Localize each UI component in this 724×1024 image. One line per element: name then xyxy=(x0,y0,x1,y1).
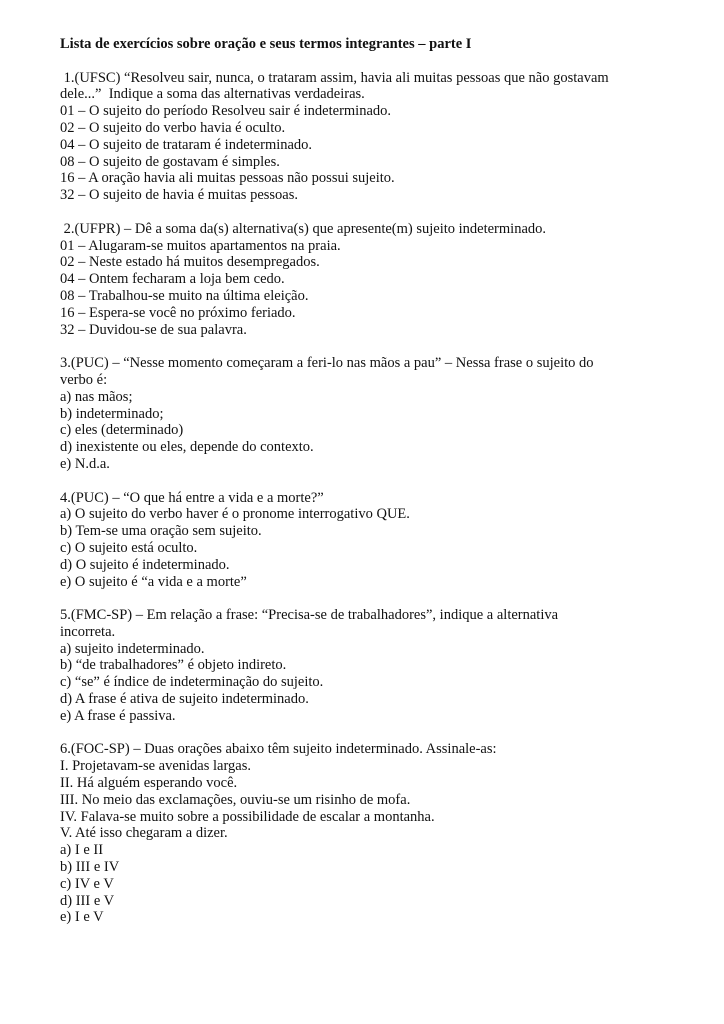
text-line: 01 – Alugaram-se muitos apartamentos na praia. xyxy=(60,237,341,254)
text-line: dele...” Indique a soma das alternativas verdadeiras. xyxy=(60,86,365,103)
text-line: b) “de trabalhadores” é objeto indireto. xyxy=(60,657,287,674)
text-line: incorreta. xyxy=(60,623,116,640)
text-line: IV. Falava-se muito sobre a possibilidade de escalar a montanha. xyxy=(60,808,435,825)
text-line: e) O sujeito é “a vida e a morte” xyxy=(60,573,247,590)
text-line: c) eles (determinado) xyxy=(60,422,184,439)
text-line: 3.(PUC) – “Nesse momento começaram a feri-lo nas mãos a pau” – Nessa frase o sujeito do xyxy=(60,355,594,372)
text-line: a) I e II xyxy=(60,842,104,859)
text-line: 08 – Trabalhou-se muito na última eleição. xyxy=(60,287,309,304)
text-line: c) “se” é índice de indeterminação do sujeito. xyxy=(60,674,324,691)
text-line: c) O sujeito está oculto. xyxy=(60,539,198,556)
question-6 xyxy=(60,741,666,926)
text-line: 04 – Ontem fecharam a loja bem cedo. xyxy=(60,271,285,288)
question-5 xyxy=(60,607,666,725)
text-line: V. Até isso chegaram a dizer. xyxy=(60,825,228,842)
text-line: III. No meio das exclamações, ouviu-se um risinho de mofa. xyxy=(60,791,411,808)
text-line: I. Projetavam-se avenidas largas. xyxy=(60,758,251,775)
text-line: c) IV e V xyxy=(60,875,114,892)
text-line: 4.(PUC) – “O que há entre a vida e a morte?” xyxy=(60,489,324,506)
text-line: 2.(UFPR) – Dê a soma da(s) alternativa(s) que apresente(m) sujeito indeterminado. xyxy=(60,220,547,237)
question-2 xyxy=(60,221,666,339)
text-line: 08 – O sujeito de gostavam é simples. xyxy=(60,153,280,170)
text-line: 01 – O sujeito do período Resolveu sair é indeterminado. xyxy=(60,103,392,120)
text-line: d) A frase é ativa de sujeito indeterminado. xyxy=(60,691,309,708)
document-body xyxy=(60,70,666,927)
text-line: b) Tem-se uma oração sem sujeito. xyxy=(60,523,262,540)
text-line: 1.(UFSC) “Resolveu sair, nunca, o trataram assim, havia ali muitas pessoas que não gostavam xyxy=(60,69,609,86)
text-line: a) sujeito indeterminado. xyxy=(60,640,205,657)
text-line: 02 – Neste estado há muitos desempregados. xyxy=(60,254,320,271)
text-line: d) O sujeito é indeterminado. xyxy=(60,556,230,573)
question-1 xyxy=(60,70,666,204)
text-line: a) nas mãos; xyxy=(60,388,133,405)
text-line: b) indeterminado; xyxy=(60,405,164,422)
text-line: d) inexistente ou eles, depende do contexto. xyxy=(60,439,314,456)
text-line: II. Há alguém esperando você. xyxy=(60,775,238,792)
text-line: 5.(FMC-SP) – Em relação a frase: “Precisa-se de trabalhadores”, indique a alternativa xyxy=(60,607,559,624)
question-4 xyxy=(60,490,666,591)
text-line: 32 – Duvidou-se de sua palavra. xyxy=(60,321,247,338)
text-line: 16 – A oração havia ali muitas pessoas não possui sujeito. xyxy=(60,170,395,187)
text-line: 16 – Espera-se você no próximo feriado. xyxy=(60,304,296,321)
text-line: e) I e V xyxy=(60,909,104,926)
text-line: 32 – O sujeito de havia é muitas pessoas. xyxy=(60,187,298,204)
text-line: d) III e V xyxy=(60,892,115,909)
text-line: e) N.d.a. xyxy=(60,455,110,472)
document-title: Lista de exercícios sobre oração e seus termos integrantes – parte I xyxy=(60,36,472,52)
question-3 xyxy=(60,355,666,473)
text-line: verbo é: xyxy=(60,371,108,388)
text-line: 02 – O sujeito do verbo havia é oculto. xyxy=(60,119,286,136)
text-line: a) O sujeito do verbo haver é o pronome interrogativo QUE. xyxy=(60,506,410,523)
text-line: 04 – O sujeito de trataram é indeterminado. xyxy=(60,136,313,153)
text-line: e) A frase é passiva. xyxy=(60,707,176,724)
text-line: b) III e IV xyxy=(60,859,120,876)
text-line: 6.(FOC-SP) – Duas orações abaixo têm sujeito indeterminado. Assinale-as: xyxy=(60,741,497,758)
